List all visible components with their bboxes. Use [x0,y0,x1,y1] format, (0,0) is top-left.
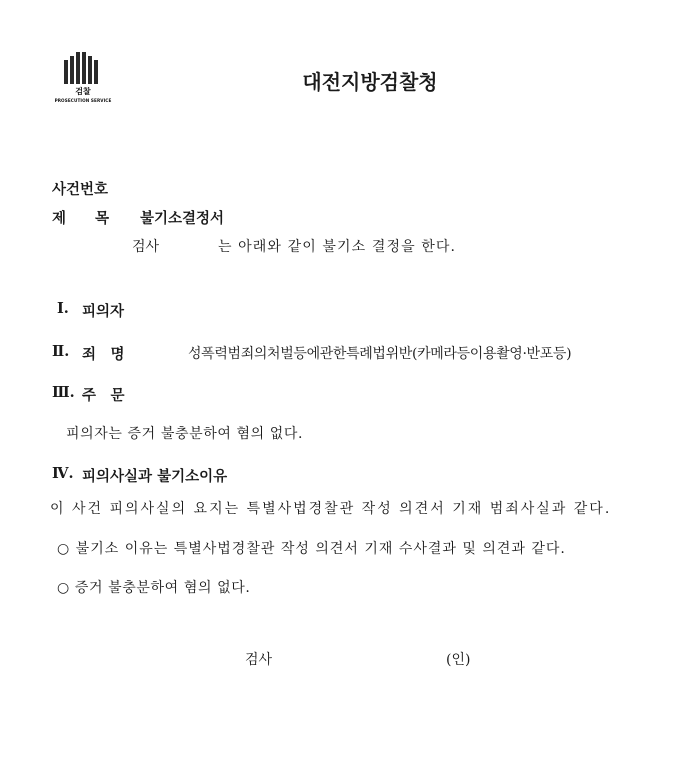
reason-bullet-1: ○ 불기소 이유는 특별사법경찰관 작성 의견서 기재 수사결과 및 의견과 같다. [57,541,566,557]
crime-name-value: 성폭력범죄의처벌등에관한특례법위반(카메라등이용촬영·반포등) [188,346,572,362]
section-3-numeral: Ⅲ. [52,384,75,401]
facts-summary-paragraph: 이 사건 피의사실의 요지는 특별사법경찰관 작성 의견서 기재 범죄사실과 같다. [50,501,612,517]
signature-prosecutor-label: 검사 [245,652,273,668]
section-1-numeral: Ⅰ. [57,300,69,317]
decision-sentence: 는 아래와 같이 불기소 결정을 한다. [218,239,457,255]
section-4-numeral: Ⅳ. [52,465,74,482]
section-4-heading: 피의사실과 불기소이유 [82,468,228,485]
case-number-label: 사건번호 [52,181,109,198]
office-title: 대전지방검찰청 [302,70,438,94]
section-2-heading: 죄 명 [82,346,125,363]
logo-english-text: PROSECUTION SERVICE [54,98,112,103]
section-3-heading: 주 문 [82,387,125,404]
reason-bullet-2: ○ 증거 불충분하여 혐의 없다. [57,580,251,596]
subject-label: 제 목 [52,210,110,227]
logo-korean-text: 검찰 [75,87,91,96]
subject-value: 불기소결정서 [140,210,225,227]
section-1-heading: 피의자 [82,303,125,320]
disposition-text: 피의자는 증거 불충분하여 혐의 없다. [66,426,304,442]
section-2-numeral: Ⅱ. [52,343,70,360]
seal-placeholder: (인) [446,652,471,668]
prosecutor-word: 검사 [132,239,160,255]
